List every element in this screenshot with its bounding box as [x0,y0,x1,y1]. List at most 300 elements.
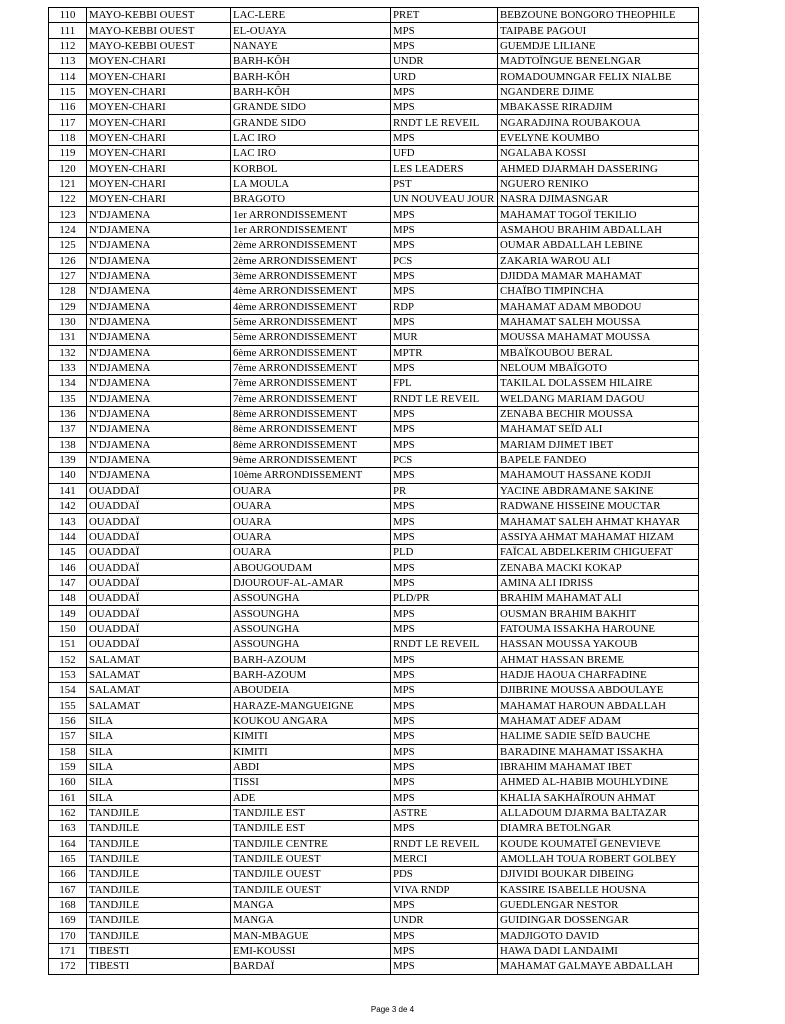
party-cell: MPS [391,575,498,590]
table-row [49,146,699,161]
candidate-name-cell: MAHAMAT SEÏD ALI [498,422,699,437]
department-cell: 6ème ARRONDISSEMENT [231,345,391,360]
row-number: 121 [49,176,87,191]
candidate-name-cell: YACINE ABDRAMANE SAKINE [498,483,699,498]
table-row [49,744,699,759]
department-cell: LAC IRO [231,146,391,161]
candidate-name-cell: ZAKARIA WAROU ALI [498,253,699,268]
table-row [49,253,699,268]
candidate-name-cell: IBRAHIM MAHAMAT IBET [498,759,699,774]
party-cell: MPS [391,284,498,299]
row-number: 153 [49,667,87,682]
province-cell: SILA [87,759,231,774]
table-row [49,23,699,38]
party-cell: MUR [391,330,498,345]
province-cell: MOYEN-CHARI [87,54,231,69]
candidate-name-cell: NGARADJINA ROUBAKOUA [498,115,699,130]
department-cell: MAN-MBAGUE [231,928,391,943]
row-number: 142 [49,499,87,514]
table-row [49,391,699,406]
party-cell: PST [391,176,498,191]
row-number: 125 [49,238,87,253]
candidate-name-cell: AHMED DJARMAH DASSERING [498,161,699,176]
candidate-name-cell: MBAKASSE RIRADJIM [498,100,699,115]
row-number: 136 [49,406,87,421]
party-cell: MPS [391,314,498,329]
row-number: 116 [49,100,87,115]
province-cell: SALAMAT [87,667,231,682]
candidate-name-cell: MARIAM DJIMET IBET [498,437,699,452]
table-row [49,422,699,437]
row-number: 157 [49,729,87,744]
candidate-name-cell: MADTOÏNGUE BENELNGAR [498,54,699,69]
table-row [49,928,699,943]
candidate-name-cell: MAHAMAT TOGOÏ TEKILIO [498,207,699,222]
department-cell: ABOUGOUDAM [231,560,391,575]
row-number: 160 [49,775,87,790]
row-number: 126 [49,253,87,268]
province-cell: SILA [87,775,231,790]
department-cell: TANDJILE OUEST [231,882,391,897]
province-cell: OUADDAÏ [87,560,231,575]
candidate-name-cell: AMINA ALI IDRISS [498,575,699,590]
department-cell: OUARA [231,545,391,560]
department-cell: 8ème ARRONDISSEMENT [231,422,391,437]
row-number: 145 [49,545,87,560]
candidate-name-cell: DJIBRINE MOUSSA ABDOULAYE [498,683,699,698]
province-cell: TANDJILE [87,928,231,943]
row-number: 117 [49,115,87,130]
candidate-name-cell: MBAÏKOUBOU BERAL [498,345,699,360]
row-number: 134 [49,376,87,391]
table-row [49,8,699,23]
province-cell: TANDJILE [87,836,231,851]
province-cell: MAYO-KEBBI OUEST [87,38,231,53]
province-cell: SALAMAT [87,698,231,713]
province-cell: N'DJAMENA [87,238,231,253]
row-number: 169 [49,913,87,928]
row-number: 167 [49,882,87,897]
table-row [49,468,699,483]
row-number: 168 [49,897,87,912]
party-cell: RNDT LE REVEIL [391,637,498,652]
candidate-name-cell: OUMAR ABDALLAH LEBINE [498,238,699,253]
party-cell: MPS [391,23,498,38]
row-number: 155 [49,698,87,713]
department-cell: 4ème ARRONDISSEMENT [231,284,391,299]
table-row [49,314,699,329]
table-row [49,360,699,375]
row-number: 147 [49,575,87,590]
province-cell: N'DJAMENA [87,452,231,467]
party-cell: MPS [391,100,498,115]
department-cell: ASSOUNGHA [231,591,391,606]
party-cell: MPS [391,238,498,253]
row-number: 141 [49,483,87,498]
party-cell: MPS [391,38,498,53]
row-number: 159 [49,759,87,774]
party-cell: MPS [391,790,498,805]
row-number: 110 [49,8,87,23]
row-number: 161 [49,790,87,805]
candidate-name-cell: BEBZOUNE BONGORO THEOPHILE [498,8,699,23]
province-cell: OUADDAÏ [87,545,231,560]
party-cell: MPTR [391,345,498,360]
province-cell: OUADDAÏ [87,637,231,652]
department-cell: HARAZE-MANGUEIGNE [231,698,391,713]
department-cell: 2ème ARRONDISSEMENT [231,238,391,253]
department-cell: 9ème ARRONDISSEMENT [231,452,391,467]
candidate-name-cell: HASSAN MOUSSA YAKOUB [498,637,699,652]
row-number: 149 [49,606,87,621]
table-row [49,437,699,452]
province-cell: N'DJAMENA [87,222,231,237]
party-cell: MPS [391,268,498,283]
party-cell: MPS [391,821,498,836]
table-row [49,591,699,606]
province-cell: SILA [87,790,231,805]
table-row [49,683,699,698]
table-row [49,790,699,805]
table-row [49,759,699,774]
province-cell: N'DJAMENA [87,330,231,345]
party-cell: MPS [391,222,498,237]
party-cell: UNDR [391,54,498,69]
province-cell: TIBESTI [87,959,231,974]
table-row [49,545,699,560]
department-cell: BRAGOTO [231,192,391,207]
row-number: 133 [49,360,87,375]
row-number: 132 [49,345,87,360]
candidate-name-cell: WELDANG MARIAM DAGOU [498,391,699,406]
table-row [49,483,699,498]
candidate-name-cell: MAHAMAT ADAM MBODOU [498,299,699,314]
row-number: 123 [49,207,87,222]
table-row [49,713,699,728]
row-number: 163 [49,821,87,836]
department-cell: BARDAÏ [231,959,391,974]
department-cell: GRANDE SIDO [231,115,391,130]
department-cell: 7ème ARRONDISSEMENT [231,391,391,406]
department-cell: TISSI [231,775,391,790]
results-table-body [49,8,699,975]
candidate-name-cell: DIAMRA BETOLNGAR [498,821,699,836]
row-number: 130 [49,314,87,329]
row-number: 139 [49,452,87,467]
table-row [49,514,699,529]
candidate-name-cell: HALIME SADIE SEÏD BAUCHE [498,729,699,744]
table-row [49,805,699,820]
candidate-name-cell: CHAÏBO TIMPINCHA [498,284,699,299]
candidate-name-cell: BARADINE MAHAMAT ISSAKHA [498,744,699,759]
province-cell: N'DJAMENA [87,299,231,314]
table-row [49,238,699,253]
table-row [49,268,699,283]
department-cell: TANDJILE EST [231,821,391,836]
department-cell: KOUKOU ANGARA [231,713,391,728]
province-cell: MAYO-KEBBI OUEST [87,23,231,38]
province-cell: MOYEN-CHARI [87,146,231,161]
department-cell: 1er ARRONDISSEMENT [231,222,391,237]
department-cell: 8ème ARRONDISSEMENT [231,406,391,421]
candidate-name-cell: OUSMAN BRAHIM BAKHIT [498,606,699,621]
party-cell: MPS [391,437,498,452]
department-cell: ABOUDEIA [231,683,391,698]
table-row [49,299,699,314]
candidate-name-cell: KASSIRE ISABELLE HOUSNA [498,882,699,897]
province-cell: SILA [87,729,231,744]
party-cell: MPS [391,943,498,958]
candidate-name-cell: HADJE HAOUA CHARFADINE [498,667,699,682]
candidate-name-cell: ZENABA BECHIR MOUSSA [498,406,699,421]
table-row [49,775,699,790]
candidate-name-cell: AHMED AL-HABIB MOUHLYDINE [498,775,699,790]
candidate-name-cell: TAKILAL DOLASSEM HILAIRE [498,376,699,391]
table-row [49,698,699,713]
province-cell: OUADDAÏ [87,606,231,621]
row-number: 124 [49,222,87,237]
table-row [49,330,699,345]
department-cell: 8ème ARRONDISSEMENT [231,437,391,452]
province-cell: N'DJAMENA [87,253,231,268]
province-cell: OUADDAÏ [87,591,231,606]
table-row [49,667,699,682]
row-number: 164 [49,836,87,851]
candidate-name-cell: MAHAMAT HAROUN ABDALLAH [498,698,699,713]
table-row [49,207,699,222]
department-cell: OUARA [231,499,391,514]
department-cell: ASSOUNGHA [231,606,391,621]
table-row [49,959,699,974]
candidate-name-cell: BAPELE FANDEO [498,452,699,467]
province-cell: N'DJAMENA [87,468,231,483]
province-cell: N'DJAMENA [87,406,231,421]
department-cell: 2ème ARRONDISSEMENT [231,253,391,268]
row-number: 143 [49,514,87,529]
row-number: 122 [49,192,87,207]
table-row [49,345,699,360]
row-number: 148 [49,591,87,606]
province-cell: TANDJILE [87,851,231,866]
row-number: 127 [49,268,87,283]
candidate-name-cell: ROMADOUMNGAR FELIX NIALBE [498,69,699,84]
province-cell: TANDJILE [87,897,231,912]
party-cell: MPS [391,529,498,544]
province-cell: OUADDAÏ [87,514,231,529]
province-cell: MOYEN-CHARI [87,115,231,130]
row-number: 131 [49,330,87,345]
province-cell: OUADDAÏ [87,529,231,544]
province-cell: N'DJAMENA [87,284,231,299]
province-cell: TANDJILE [87,821,231,836]
candidate-name-cell: AHMAT HASSAN BREME [498,652,699,667]
row-number: 128 [49,284,87,299]
row-number: 146 [49,560,87,575]
department-cell: TANDJILE OUEST [231,867,391,882]
department-cell: EL-OUAYA [231,23,391,38]
table-row [49,637,699,652]
party-cell: MERCI [391,851,498,866]
department-cell: KIMITI [231,729,391,744]
province-cell: MOYEN-CHARI [87,192,231,207]
department-cell: 1er ARRONDISSEMENT [231,207,391,222]
province-cell: MOYEN-CHARI [87,130,231,145]
province-cell: SALAMAT [87,652,231,667]
row-number: 154 [49,683,87,698]
department-cell: KIMITI [231,744,391,759]
table-row [49,913,699,928]
party-cell: URD [391,69,498,84]
row-number: 150 [49,621,87,636]
party-cell: MPS [391,759,498,774]
department-cell: TANDJILE CENTRE [231,836,391,851]
table-row [49,54,699,69]
province-cell: SILA [87,713,231,728]
row-number: 138 [49,437,87,452]
province-cell: TANDJILE [87,867,231,882]
candidate-name-cell: ASMAHOU BRAHIM ABDALLAH [498,222,699,237]
candidate-name-cell: DJIVIDI BOUKAR DIBEING [498,867,699,882]
row-number: 158 [49,744,87,759]
department-cell: 5ème ARRONDISSEMENT [231,314,391,329]
province-cell: TIBESTI [87,943,231,958]
candidate-name-cell: KHALIA SAKHAÏROUN AHMAT [498,790,699,805]
party-cell: VIVA RNDP [391,882,498,897]
table-row [49,176,699,191]
table-row [49,821,699,836]
department-cell: ASSOUNGHA [231,637,391,652]
table-row [49,575,699,590]
candidate-name-cell: MOUSSA MAHAMAT MOUSSA [498,330,699,345]
province-cell: N'DJAMENA [87,207,231,222]
province-cell: TANDJILE [87,913,231,928]
party-cell: PR [391,483,498,498]
row-number: 114 [49,69,87,84]
table-row [49,836,699,851]
table-row [49,130,699,145]
department-cell: NANAYE [231,38,391,53]
party-cell: MPS [391,360,498,375]
department-cell: ABDI [231,759,391,774]
province-cell: OUADDAÏ [87,575,231,590]
party-cell: PDS [391,867,498,882]
table-row [49,882,699,897]
province-cell: MOYEN-CHARI [87,69,231,84]
party-cell: PCS [391,253,498,268]
department-cell: 7ème ARRONDISSEMENT [231,376,391,391]
row-number: 166 [49,867,87,882]
party-cell: PCS [391,452,498,467]
department-cell: 7ème ARRONDISSEMENT [231,360,391,375]
candidate-name-cell: HAWA DADI LANDAIMI [498,943,699,958]
department-cell: GRANDE SIDO [231,100,391,115]
department-cell: 10ème ARRONDISSEMENT [231,468,391,483]
department-cell: EMI-KOUSSI [231,943,391,958]
candidate-name-cell: GUEDLENGAR NESTOR [498,897,699,912]
department-cell: MANGA [231,913,391,928]
province-cell: MOYEN-CHARI [87,161,231,176]
province-cell: N'DJAMENA [87,268,231,283]
province-cell: OUADDAÏ [87,483,231,498]
department-cell: BARH-KÔH [231,69,391,84]
candidate-name-cell: ALLADOUM DJARMA BALTAZAR [498,805,699,820]
department-cell: TANDJILE EST [231,805,391,820]
candidate-name-cell: GUIDINGAR DOSSENGAR [498,913,699,928]
party-cell: MPS [391,683,498,698]
candidate-name-cell: NELOUM MBAÏGOTO [498,360,699,375]
candidate-name-cell: MAHAMAT SALEH AHMAT KHAYAR [498,514,699,529]
party-cell: MPS [391,84,498,99]
table-row [49,406,699,421]
table-row [49,529,699,544]
party-cell: MPS [391,560,498,575]
row-number: 115 [49,84,87,99]
row-number: 140 [49,468,87,483]
row-number: 113 [49,54,87,69]
province-cell: MOYEN-CHARI [87,84,231,99]
party-cell: MPS [391,514,498,529]
province-cell: TANDJILE [87,882,231,897]
table-row [49,943,699,958]
party-cell: MPS [391,468,498,483]
party-cell: PLD [391,545,498,560]
party-cell: UN NOUVEAU JOUR [391,192,498,207]
department-cell: TANDJILE OUEST [231,851,391,866]
department-cell: LA MOULA [231,176,391,191]
department-cell: BARH-KÔH [231,54,391,69]
candidate-name-cell: AMOLLAH TOUA ROBERT GOLBEY [498,851,699,866]
department-cell: OUARA [231,483,391,498]
department-cell: BARH-AZOUM [231,667,391,682]
table-row [49,652,699,667]
department-cell: BARH-KÔH [231,84,391,99]
province-cell: SILA [87,744,231,759]
party-cell: ASTRE [391,805,498,820]
party-cell: MPS [391,775,498,790]
party-cell: MPS [391,744,498,759]
table-row [49,499,699,514]
department-cell: KORBOL [231,161,391,176]
party-cell: LES LEADERS [391,161,498,176]
party-cell: MPS [391,959,498,974]
row-number: 119 [49,146,87,161]
candidate-name-cell: MAHAMAT SALEH MOUSSA [498,314,699,329]
row-number: 156 [49,713,87,728]
province-cell: N'DJAMENA [87,422,231,437]
row-number: 172 [49,959,87,974]
candidate-name-cell: MAHAMAT GALMAYE ABDALLAH [498,959,699,974]
province-cell: N'DJAMENA [87,376,231,391]
province-cell: N'DJAMENA [87,437,231,452]
province-cell: MOYEN-CHARI [87,176,231,191]
candidate-name-cell: NGANDERE DJIME [498,84,699,99]
table-row [49,897,699,912]
row-number: 112 [49,38,87,53]
row-number: 111 [49,23,87,38]
party-cell: RNDT LE REVEIL [391,836,498,851]
province-cell: N'DJAMENA [87,360,231,375]
province-cell: N'DJAMENA [87,345,231,360]
table-row [49,560,699,575]
province-cell: OUADDAÏ [87,499,231,514]
province-cell: MOYEN-CHARI [87,100,231,115]
table-row [49,222,699,237]
department-cell: 3ème ARRONDISSEMENT [231,268,391,283]
candidate-name-cell: MAHAMAT ADEF ADAM [498,713,699,728]
row-number: 120 [49,161,87,176]
table-row [49,192,699,207]
province-cell: OUADDAÏ [87,621,231,636]
